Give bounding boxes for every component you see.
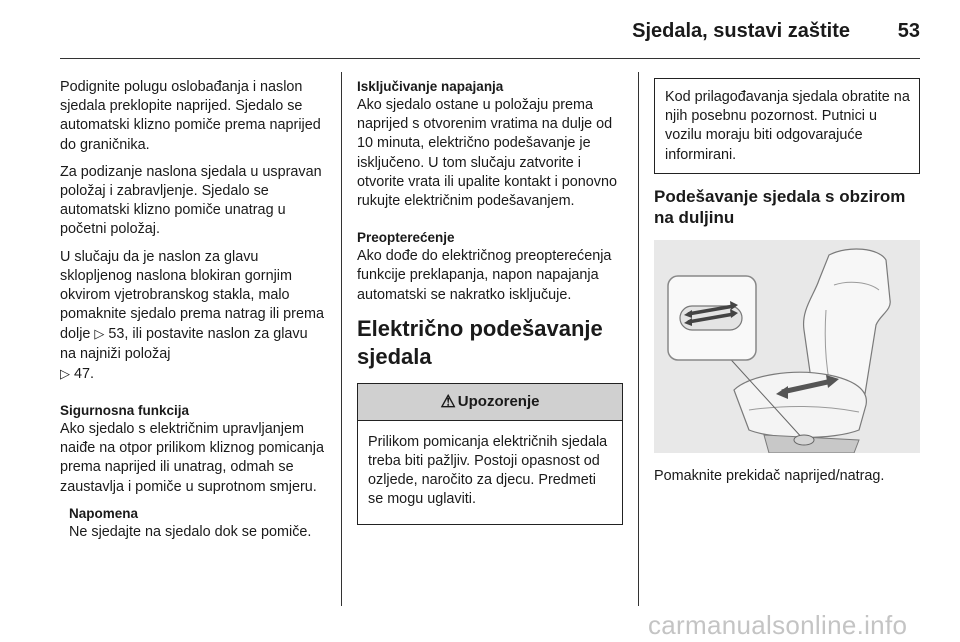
xref-icon: ▷ (60, 365, 70, 381)
column-divider (341, 72, 342, 606)
column-3 (654, 78, 920, 494)
xref-link[interactable]: 53 (108, 326, 125, 343)
warning-box (357, 383, 623, 525)
page-number: 53 (897, 20, 920, 42)
info-text: Kod prilagođavanja sjedala obratite na njih posebnu pozornost. Putnici u vozilu moraju biti odgovarajuće informirani. (665, 89, 910, 163)
column-1 (60, 78, 326, 550)
page-header-title: Sjedala, sustavi zaštite (632, 20, 850, 42)
sub-heading: Podešavanje sjedala s obzirom na duljinu (654, 186, 906, 227)
overload-heading: Preopterećenje (357, 230, 455, 246)
warning-triangle-icon: ⚠ (440, 391, 456, 411)
xref-icon: ▷ (94, 326, 105, 342)
paragraph: Ako sjedalo ostane u položaju prema naprijed s otvorenim vratima na dulje od 10 minuta, električno podešavanje je isključeno. U tom slučaju zatvorite i otvorite vrata ili upalite kontakt i ponovno rukujte električnim podešavanjem. (357, 97, 617, 210)
paragraph: U slučaju da je naslon za glavu sklopljenog naslona blokiran gornjim okvirom vjetrobranskog stakla, malo pomaknite sjedalo prema natrag ili prema dolje ▷ 53, ili postavite naslon za glavu na najniži položaj ▷ 47. (60, 248, 324, 382)
note-text: Ne sjedajte na sjedalo dok se pomiče. (69, 523, 312, 540)
seat-illustration (654, 240, 920, 453)
column-2 (357, 78, 623, 525)
safety-heading: Sigurnosna funkcija (60, 403, 190, 419)
paragraph: Ako sjedalo s električnim upravljanjem naiđe na otpor prilikom kliznog pomicanja prema naprijed ili unatrag, odmah se zaustavlja i pomiče u suprotnom smjeru. (60, 421, 324, 495)
column-divider (638, 72, 639, 606)
info-box (654, 78, 920, 174)
section-heading: Električno podešavanje sjedala (357, 315, 603, 369)
warning-label: Upozorenje (457, 393, 540, 411)
image-caption: Pomaknite prekidač naprijed/natrag. (654, 467, 885, 484)
power-off-heading: Isključivanje napajanja (357, 79, 504, 94)
paragraph: Ako dođe do električnog preopterećenja funkcije preklapanja, napon napajanja automatski se nakratko isključuje. (357, 248, 612, 303)
xref-link[interactable]: 47 (74, 365, 91, 382)
watermark: carmanualsonline.info (648, 610, 908, 640)
paragraph: Za podizanje naslona sjedala u uspravan položaj i zabravljenje. Sjedalo se automatski klizno pomiče unatrag u početni položaj. (60, 163, 322, 238)
warning-text: Prilikom pomicanja električnih sjedala treba biti pažljiv. Postoji opasnost od ozljede, naročito za djecu. Predmeti se mogu uglaviti. (368, 433, 608, 508)
note-heading: Napomena (69, 505, 139, 521)
paragraph: Podignite polugu oslobađanja i naslon sjedala preklopite naprijed. Sjedalo se automatski klizno pomiče prema naprijed do graničnika. (60, 79, 321, 153)
header-divider (60, 58, 920, 59)
warning-header (358, 384, 622, 421)
